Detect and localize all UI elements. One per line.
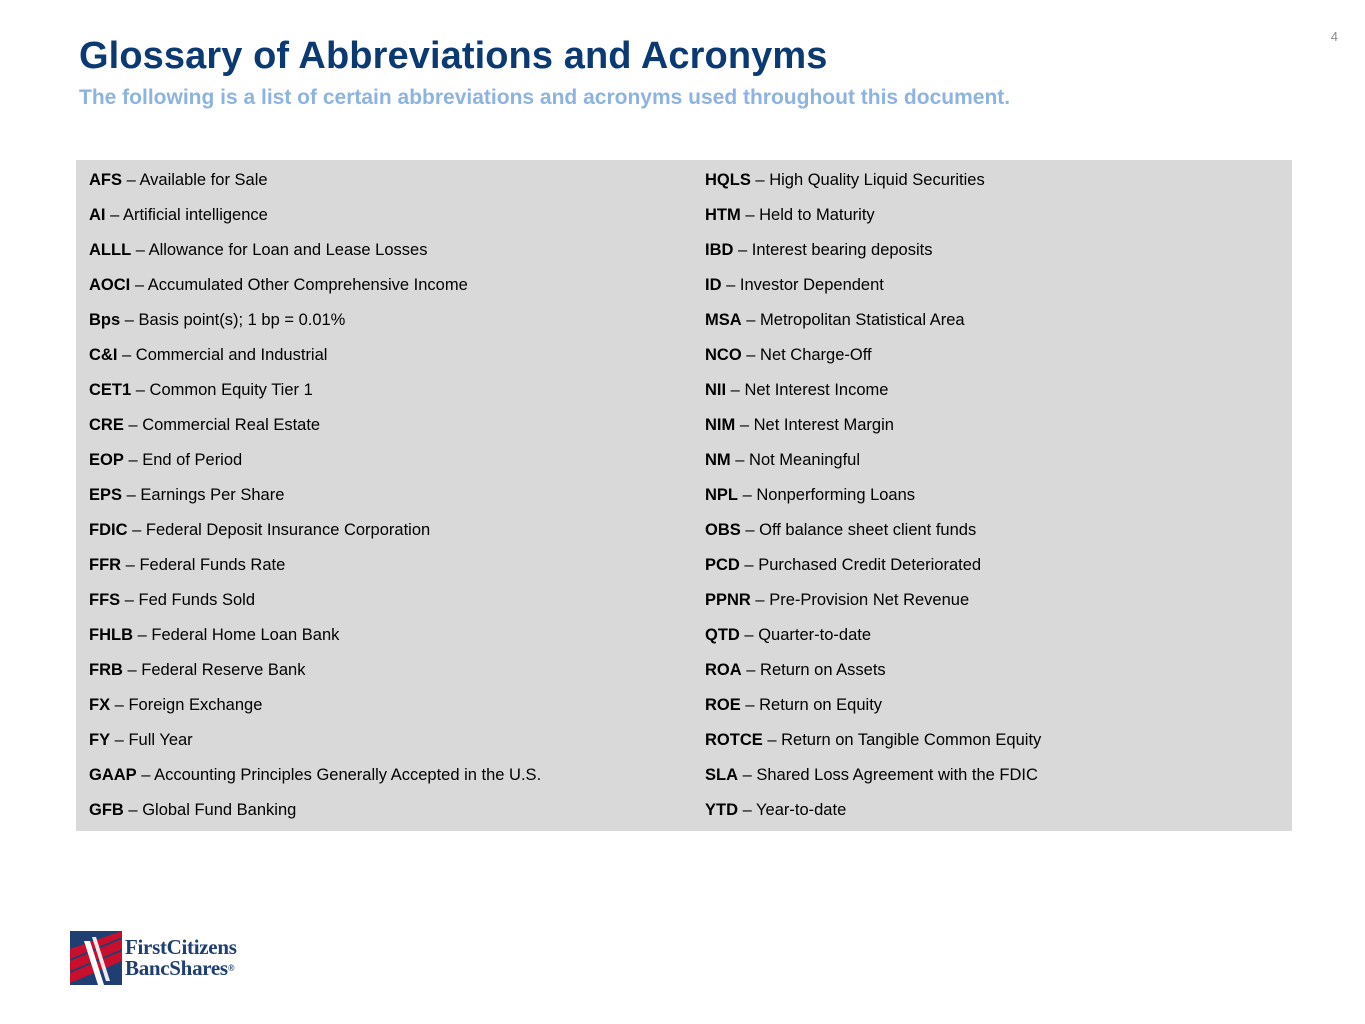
glossary-abbreviation: NII bbox=[705, 381, 727, 399]
glossary-definition: Return on Assets bbox=[760, 661, 886, 679]
glossary-definition: Available for Sale bbox=[139, 171, 268, 189]
glossary-separator: – bbox=[120, 311, 139, 329]
glossary-abbreviation: NCO bbox=[705, 346, 742, 364]
glossary-definition: End of Period bbox=[142, 451, 243, 469]
glossary-definition: Global Fund Banking bbox=[142, 801, 297, 819]
glossary-definition: Commercial and Industrial bbox=[135, 346, 328, 364]
glossary-abbreviation: IBD bbox=[705, 241, 734, 259]
glossary-separator: – bbox=[121, 556, 140, 574]
glossary-item bbox=[89, 310, 541, 345]
glossary-item bbox=[705, 695, 1041, 730]
glossary-item bbox=[705, 205, 1041, 240]
glossary-definition: Commercial Real Estate bbox=[142, 416, 321, 434]
glossary-definition: Nonperforming Loans bbox=[756, 486, 916, 504]
glossary-definition: Net Interest Income bbox=[744, 381, 889, 399]
glossary-separator: – bbox=[117, 346, 136, 364]
glossary-separator: – bbox=[739, 556, 759, 574]
glossary-separator: – bbox=[120, 591, 139, 609]
glossary-item bbox=[89, 415, 541, 450]
glossary-abbreviation: NIM bbox=[705, 416, 736, 434]
glossary-definition: Quarter-to-date bbox=[758, 626, 872, 644]
glossary-definition: Earnings Per Share bbox=[140, 486, 285, 504]
page-title: Glossary of Abbreviations and Acronyms bbox=[79, 35, 828, 77]
glossary-definition: Basis point(s); 1 bp = 0.01% bbox=[138, 311, 346, 329]
glossary-definition: Federal Funds Rate bbox=[139, 556, 286, 574]
glossary-separator: – bbox=[122, 486, 141, 504]
glossary-definition: Return on Equity bbox=[759, 696, 883, 714]
glossary-abbreviation: PPNR bbox=[705, 591, 751, 609]
glossary-item bbox=[89, 450, 541, 485]
glossary-abbreviation: OBS bbox=[705, 521, 741, 539]
glossary-item bbox=[705, 415, 1041, 450]
glossary-separator: – bbox=[110, 731, 129, 749]
glossary-item bbox=[89, 800, 541, 835]
glossary-item bbox=[705, 625, 1041, 660]
glossary-abbreviation: FDIC bbox=[89, 521, 128, 539]
glossary-definition: Pre-Provision Net Revenue bbox=[769, 591, 970, 609]
glossary-abbreviation: FY bbox=[89, 731, 111, 749]
glossary-definition: Accounting Principles Generally Accepted in the U.S. bbox=[154, 766, 542, 784]
glossary-item bbox=[89, 590, 541, 625]
glossary-abbreviation: CRE bbox=[89, 416, 124, 434]
glossary-item bbox=[89, 695, 541, 730]
glossary-abbreviation: MSA bbox=[705, 311, 742, 329]
glossary-separator: – bbox=[123, 801, 143, 819]
glossary-item bbox=[705, 170, 1041, 205]
glossary-abbreviation: AFS bbox=[89, 171, 122, 189]
glossary-definition: Return on Tangible Common Equity bbox=[781, 731, 1042, 749]
glossary-definition: Allowance for Loan and Lease Losses bbox=[148, 241, 428, 259]
glossary-separator: – bbox=[738, 766, 757, 784]
glossary-abbreviation: FFS bbox=[89, 591, 121, 609]
glossary-item bbox=[89, 485, 541, 520]
glossary-definition: Not Meaningful bbox=[749, 451, 861, 469]
glossary-item bbox=[89, 240, 541, 275]
glossary-item bbox=[89, 730, 541, 765]
glossary-abbreviation: CET1 bbox=[89, 381, 132, 399]
glossary-item bbox=[89, 275, 541, 310]
page-number: 4 bbox=[1330, 29, 1338, 44]
glossary-separator: – bbox=[726, 381, 745, 399]
glossary-item bbox=[705, 520, 1041, 555]
glossary-separator: – bbox=[721, 276, 740, 294]
glossary-separator: – bbox=[110, 696, 129, 714]
page-subtitle: The following is a list of certain abbreviations and acronyms used throughout this document. bbox=[79, 86, 1011, 109]
logo-text-line2 bbox=[125, 958, 237, 979]
glossary-separator: – bbox=[738, 801, 757, 819]
glossary-item bbox=[705, 240, 1041, 275]
glossary-abbreviation: AI bbox=[89, 206, 106, 224]
glossary-abbreviation: Bps bbox=[89, 311, 121, 329]
glossary-separator: – bbox=[741, 346, 761, 364]
glossary-definition: Federal Home Loan Bank bbox=[151, 626, 340, 644]
glossary-abbreviation: FRB bbox=[89, 661, 123, 679]
glossary-item bbox=[89, 765, 541, 800]
glossary-abbreviation: EOP bbox=[89, 451, 124, 469]
glossary-definition: Fed Funds Sold bbox=[138, 591, 256, 609]
glossary-separator: – bbox=[133, 626, 152, 644]
glossary-separator: – bbox=[738, 486, 757, 504]
glossary-item bbox=[705, 555, 1041, 590]
glossary-definition: Accumulated Other Comprehensive Income bbox=[147, 276, 468, 294]
glossary-separator: – bbox=[122, 661, 142, 679]
glossary-separator: – bbox=[740, 521, 760, 539]
glossary-definition: Held to Maturity bbox=[759, 206, 875, 224]
glossary-separator: – bbox=[739, 626, 759, 644]
logo-text-line2-main: BancShares bbox=[125, 956, 228, 980]
glossary-item bbox=[89, 660, 541, 695]
glossary-item bbox=[705, 485, 1041, 520]
glossary-separator: – bbox=[131, 381, 150, 399]
glossary-abbreviation: ID bbox=[705, 276, 722, 294]
glossary-abbreviation: HTM bbox=[705, 206, 741, 224]
glossary-abbreviation: HQLS bbox=[705, 171, 751, 189]
glossary-item bbox=[89, 170, 541, 205]
glossary-separator: – bbox=[136, 766, 155, 784]
glossary-separator: – bbox=[740, 696, 760, 714]
glossary-abbreviation: EPS bbox=[89, 486, 123, 504]
glossary-item bbox=[89, 520, 541, 555]
glossary-abbreviation: GFB bbox=[89, 801, 124, 819]
glossary-separator: – bbox=[123, 451, 143, 469]
glossary-abbreviation: NM bbox=[705, 451, 731, 469]
logo-wordmark bbox=[125, 937, 237, 979]
glossary-separator: – bbox=[762, 731, 782, 749]
glossary-separator: – bbox=[123, 416, 143, 434]
glossary-separator: – bbox=[730, 451, 750, 469]
glossary-definition: Federal Deposit Insurance Corporation bbox=[145, 521, 431, 539]
glossary-definition: High Quality Liquid Securities bbox=[769, 171, 985, 189]
glossary-item bbox=[705, 275, 1041, 310]
glossary-abbreviation: QTD bbox=[705, 626, 740, 644]
registered-mark: ® bbox=[227, 963, 235, 973]
glossary-item bbox=[89, 345, 541, 380]
glossary-separator: – bbox=[105, 206, 123, 224]
glossary-separator: – bbox=[130, 276, 148, 294]
glossary-separator: – bbox=[127, 521, 146, 539]
glossary-definition: Interest bearing deposits bbox=[751, 241, 933, 259]
glossary-item bbox=[705, 310, 1041, 345]
glossary-definition: Common Equity Tier 1 bbox=[149, 381, 313, 399]
glossary-abbreviation: AOCI bbox=[89, 276, 131, 294]
glossary-separator: – bbox=[131, 241, 149, 259]
glossary-definition: Federal Reserve Bank bbox=[141, 661, 306, 679]
glossary-abbreviation: ROTCE bbox=[705, 731, 763, 749]
glossary-item bbox=[89, 555, 541, 590]
glossary-separator: – bbox=[740, 206, 760, 224]
glossary-abbreviation: ROE bbox=[705, 696, 741, 714]
glossary-item bbox=[705, 345, 1041, 380]
glossary-item bbox=[705, 800, 1041, 835]
glossary-item bbox=[89, 380, 541, 415]
glossary-separator: – bbox=[733, 241, 752, 259]
glossary-definition: Investor Dependent bbox=[739, 276, 884, 294]
logo-text-line1: FirstCitizens bbox=[125, 935, 237, 959]
company-logo bbox=[70, 931, 237, 985]
glossary-item bbox=[705, 590, 1041, 625]
glossary-definition: Metropolitan Statistical Area bbox=[760, 311, 965, 329]
glossary-definition: Year-to-date bbox=[756, 801, 847, 819]
glossary-item bbox=[89, 205, 541, 240]
glossary-separator: – bbox=[750, 171, 770, 189]
glossary-abbreviation: FFR bbox=[89, 556, 122, 574]
glossary-column-left bbox=[89, 170, 541, 835]
glossary-separator: – bbox=[735, 416, 754, 434]
glossary-abbreviation: C&I bbox=[89, 346, 118, 364]
glossary-separator: – bbox=[122, 171, 140, 189]
glossary-item bbox=[705, 450, 1041, 485]
glossary-definition: Off balance sheet client funds bbox=[759, 521, 977, 539]
glossary-definition: Net Charge-Off bbox=[760, 346, 872, 364]
glossary-item bbox=[89, 625, 541, 660]
glossary-item bbox=[705, 380, 1041, 415]
glossary-definition: Net Interest Margin bbox=[753, 416, 894, 434]
glossary-abbreviation: GAAP bbox=[89, 766, 137, 784]
glossary-abbreviation: ALLL bbox=[89, 241, 132, 259]
glossary-abbreviation: YTD bbox=[705, 801, 738, 819]
glossary-definition: Artificial intelligence bbox=[122, 206, 268, 224]
glossary-separator: – bbox=[750, 591, 770, 609]
glossary-definition: Purchased Credit Deteriorated bbox=[758, 556, 982, 574]
glossary-definition: Shared Loss Agreement with the FDIC bbox=[756, 766, 1038, 784]
glossary-item bbox=[705, 765, 1041, 800]
glossary-box bbox=[76, 160, 1292, 831]
glossary-abbreviation: FX bbox=[89, 696, 111, 714]
glossary-abbreviation: PCD bbox=[705, 556, 740, 574]
glossary-definition: Foreign Exchange bbox=[128, 696, 263, 714]
glossary-separator: – bbox=[741, 311, 761, 329]
glossary-abbreviation: ROA bbox=[705, 661, 742, 679]
glossary-definition: Full Year bbox=[128, 731, 193, 749]
glossary-separator: – bbox=[741, 661, 761, 679]
glossary-item bbox=[705, 660, 1041, 695]
glossary-abbreviation: FHLB bbox=[89, 626, 133, 644]
glossary-column-right bbox=[705, 170, 1041, 835]
glossary-abbreviation: NPL bbox=[705, 486, 738, 504]
glossary-item bbox=[705, 730, 1041, 765]
glossary-abbreviation: SLA bbox=[705, 766, 738, 784]
flag-logo-icon bbox=[70, 931, 122, 985]
